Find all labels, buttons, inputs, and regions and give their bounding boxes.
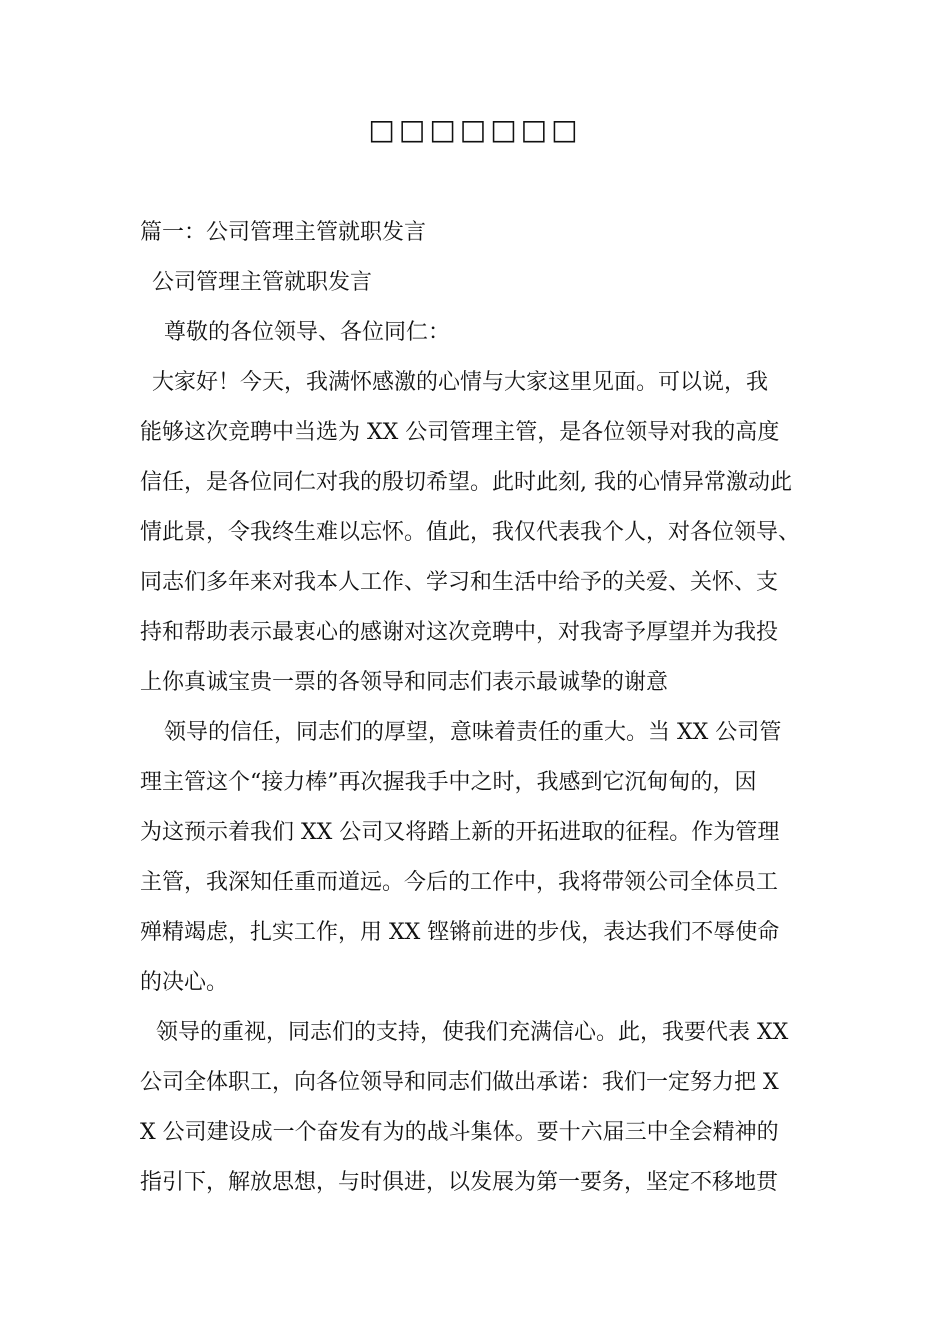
paragraph-line: 理主管这个“接力棒”再次握我手中之时，我感到它沉甸甸的，因 (140, 770, 757, 795)
paragraph-line: 为这预示着我们 XX 公司又将踏上新的开拓进取的征程。作为管理 (140, 820, 780, 845)
document-body (140, 208, 840, 1208)
paragraph-line: X 公司建设成一个奋发有为的战斗集体。要十六届三中全会精神的 (140, 1120, 779, 1145)
paragraph-line: 大家好！今天，我满怀感激的心情与大家这里见面。可以说，我 (152, 370, 769, 395)
paragraph-line: 情此景，令我终生难以忘怀。值此，我仅代表我个人，对各位领导、 (140, 520, 801, 545)
speech-title: 公司管理主管就职发言 (152, 270, 373, 295)
paragraph-line: 领导的重视，同志们的支持，使我们充满信心。此，我要代表 XX (156, 1020, 789, 1045)
paragraph-line: 主管，我深知任重而道远。今后的工作中，我将带领公司全体员工 (140, 870, 779, 895)
paragraph-line: 的决心。 (140, 970, 229, 995)
paragraph-line: 同志们多年来对我本人工作、学习和生活中给予的关爱、关怀、支 (140, 570, 779, 595)
paragraph-line: 殚精竭虑，扎实工作，用 XX 铿锵前进的步伐，表达我们不辱使命 (140, 920, 780, 945)
paragraph-line: 上你真诚宝贵一票的各领导和同志们表示最诚挚的谢意 (140, 670, 669, 695)
salutation: 尊敬的各位领导、各位同仁： (164, 320, 451, 345)
paragraph-line: 持和帮助表示最衷心的感谢对这次竞聘中，对我寄予厚望并为我投 (140, 620, 779, 645)
paragraph-line: 能够这次竞聘中当选为 XX 公司管理主管，是各位领导对我的高度 (140, 420, 780, 445)
document-title: □□□□□□□ (368, 113, 582, 146)
section-heading: 篇一：公司管理主管就职发言 (140, 220, 427, 245)
paragraph-line: 公司全体职工，向各位领导和同志们做出承诺：我们一定努力把 X (140, 1070, 779, 1095)
paragraph-line: 信任，是各位同仁对我的殷切希望。此时此刻, 我的心情异常激动此 (140, 470, 792, 495)
paragraph-line: 领导的信任，同志们的厚望，意味着责任的重大。当 XX 公司管 (164, 720, 782, 745)
paragraph-line: 指引下，解放思想，与时俱进，以发展为第一要务，坚定不移地贯 (140, 1170, 779, 1195)
